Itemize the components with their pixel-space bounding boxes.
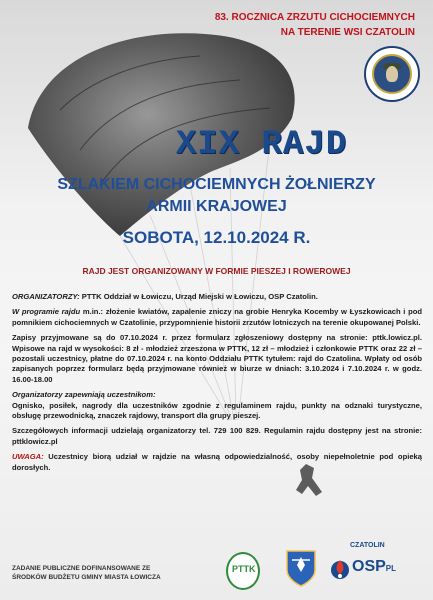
anniversary-line-2: NA TERENIE WSI CZATOLIN [280, 27, 415, 38]
registration-text: Zapisy przyjmowane są do 07.10.2024 r. przez formularz zgłoszeniowy dostępny na stronie: pttk.lowicz.pl. Wpisowe na rajd w wysokości: 8 zł - młodzież zrzeszona w PTTK, 12 zł – młodzież i członkowie PTTK oraz 22 zł – pozostali uczestnicy, płatne do 07.10.2024 r. na konto Oddziału PTTK tytułem: rajd do Czatolina. Wpłaty od osób zapisanych poprzez formularz będą przyjmowane również w biurze w dniach: 3.10.2024 i 7.10.2024 r. w godz. 16.00-18.00 [12, 333, 422, 384]
sponsor-note [12, 564, 192, 582]
registration-paragraph [12, 333, 422, 385]
info-paragraph [12, 426, 422, 447]
provides-text: Ognisko, posiłek, nagrody dla uczestników zgodnie z regulaminem rajdu, punkty na odznaki turystyczne, obsługę przewodnicką, znaczek rajdowy, transport dla grupy pieszej. [12, 400, 422, 421]
warning-text: Uczestnicy biorą udział w rajdzie na własną odpowiedzialność, osoby niepełnoletnie pod opieką dorosłych. [12, 452, 422, 472]
rally-title-text: XIX RAJD [175, 126, 348, 164]
program-paragraph [12, 307, 422, 328]
footer [0, 540, 433, 600]
rally-subtitle [0, 174, 433, 218]
organizers-paragraph [12, 292, 422, 302]
info-text: Szczegółowych informacji udzielają organizatorzy tel. 729 100 829. Regulamin rajdu dostępny jest na stronie: pttklowicz.pl [12, 426, 422, 446]
anniversary-line-1: 83. ROCZNICA ZRZUTU CICHOCIEMNYCH [214, 12, 415, 23]
sponsor-line-2: ŚRODKÓW BUDŻETU GMINY MIASTA ŁOWICZA [12, 574, 161, 581]
provides-paragraph [12, 390, 422, 421]
osp-wordmark-suffix: PL [385, 564, 397, 573]
provides-label: Organizatorzy zapewniają uczestnikom: [12, 390, 156, 400]
osp-location-label: CZATOLIN [350, 542, 385, 549]
osp-wordmark [352, 558, 396, 576]
warning-label: UWAGA: [12, 452, 44, 462]
rally-form-line: RAJD JEST ORGANIZOWANY W FORMIE PIESZEJ I ROWEROWEJ [82, 266, 351, 276]
anniversary-heading [115, 10, 415, 40]
subtitle-line-1: SZLAKIEM CICHOCIEMNYCH ŻOŁNIERZY [57, 176, 376, 193]
organizers-label: ORGANIZATORZY: [12, 292, 80, 301]
lowicz-crest-logo [284, 548, 318, 588]
program-label: W programie rajdu [12, 307, 81, 317]
body-text [12, 292, 422, 478]
commemorative-badge-logo [364, 46, 420, 102]
sponsor-line-1: ZADANIE PUBLICZNE DOFINANSOWANE ZE [12, 565, 151, 572]
rally-title [0, 126, 433, 164]
program-text: m.in.: złożenie kwiatów, zapalenie zniczy na grobie Henryka Kocemby w Łyszkowicach i pod pomnikiem cichociemnych w Czatolinie, przypomnienie historii zrzutów lotniczych na terenie okupowanej Polski. [12, 307, 422, 327]
warning-paragraph [12, 452, 422, 473]
rally-date: SOBOTA, 12.10.2024 R. [122, 228, 311, 247]
pttk-logo [226, 552, 260, 590]
osp-wordmark-main: OSP [352, 558, 386, 575]
organizers-text: PTTK Oddział w Łowiczu, Urząd Miejski w Łowiczu, OSP Czatolin. [81, 292, 318, 301]
pttk-logo-text: PTTK [232, 564, 256, 574]
subtitle-line-2: ARMII KRAJOWEJ [146, 198, 287, 215]
